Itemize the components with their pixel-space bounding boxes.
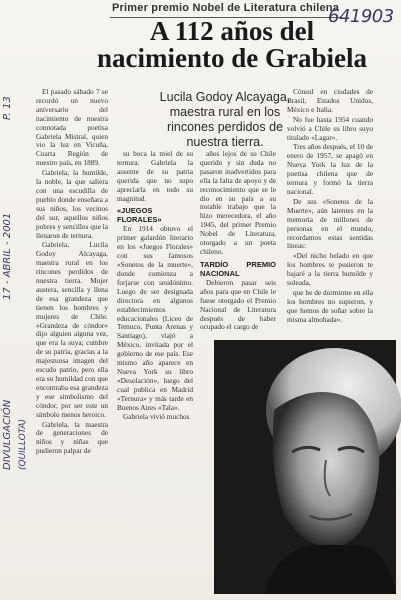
paragraph: De sus «Sonetos de la Muerte», aún latentes en la memoria de millones de personas en el mundo, recordamos estas sentidas líneas: <box>287 196 373 251</box>
paragraph: Gabriela, Lucila Godoy Alcayaga, maestra rural en los rincones perdidos de nuestra tierra. Mujer austera, sencilla y llena de esa grandeza que tienen los hombres y mujeres de Chile. «Grandeza de cóndor» dijo alguien alguna vez, que era la suya; cumbre de su patria, gracias a la majestuosa imagen del escudo patrio, pero ella era su humildad con que encontraba esa grandeza y ese simbolismo del cóndor, por ser este un símbolo menos heroico. <box>36 240 108 419</box>
paragraph: Gabriela vivió muchos <box>123 412 190 422</box>
poem-quote: que he de dormirme en ella los hombres no supieron, y que hemos de soñar sobre la misma almohada». <box>287 287 373 324</box>
article-column-3 <box>200 149 276 332</box>
headline <box>82 18 382 72</box>
subheading: «JUEGOS FLORALES» <box>117 206 162 225</box>
paragraph: Gabriela, la humilde, la noble, la que saliera con una escudilla de pueblo donde enseñara a sus niños, los vecinos del sur, aquellos niños pobres y sencillos que la llenaron de ternura. <box>36 168 108 240</box>
paragraph: El pasado sábado 7 se recordó un nuevo aniversario del nacimiento de nuestra connotada poetisa Gabriela Mistral, quien vio la luz en Vicuña, Cuarta Región de nuestro país, en 1889. <box>36 87 108 168</box>
paragraph: No fue hasta 1954 cuando volvió a Chile su libro suyo titulado «Lagar». <box>287 114 373 142</box>
article-column-4 <box>287 88 373 348</box>
subheading: TARDÍO PREMIO NACIONAL <box>200 259 276 278</box>
portrait-image <box>214 340 396 594</box>
portrait-photo <box>214 340 396 594</box>
article-column-2 <box>117 149 193 422</box>
article-column-1 <box>36 87 108 456</box>
article-kicker: Primer premio Nobel de Literatura chilena <box>112 2 340 14</box>
side-note-city: (QUILLOTA) <box>18 418 28 470</box>
deck-line: nuestra tierra. <box>186 135 264 149</box>
poem-quote: «Del nicho helado en que los hombres te pusieron te bajaré a la tierra humilde y soleada, <box>287 251 373 288</box>
handwritten-code: 641903 <box>328 6 394 27</box>
paragraph: años lejos de su Chile querido y sin duda no pasaron inadvertidos para ella la falta de apoyo y de reconocimiento que se le dio en su país a su notable trabajo que la hizo merecedora, el año 1945, del primer Premio Nobel de Literatura, otorgado a un poeta chileno. <box>200 149 276 256</box>
paragraph: En 1914 obtuvo el primer galardón literario en los «Juegos Florales» con sus famosos «Sonetos de la muerte», donde comienza a forjarse con seudónimo. Luego de ser designada directora en algunos establecimientos educacionales (Liceo de Temuco, Punta Arenas y Santiago), viajó a México, invitada por el gobierno de ese país. Ese mismo año aparece en Nueva York su libro «Desolación», luego del cual publica en Madrid «Ternura» y más tarde en Buenos Aires «Tala». <box>117 224 193 412</box>
paragraph: Tres años después, el 10 de enero de 1957, se apagó en Nueva York la luz de la poetisa chilena que de ternura y formó la tierra nacional. <box>287 142 373 196</box>
deck-line: maestra rural en los <box>169 105 281 119</box>
paragraph: Gabriela, la maestra de generaciones de niños y niñas que pudieron palpar de <box>36 419 108 456</box>
side-note-date: 17 - ABRIL - 2001 <box>2 212 13 300</box>
headline-line: nacimiento de Grabiela <box>97 43 367 73</box>
article-deck <box>140 90 310 150</box>
deck-line: Lucila Godoy Alcayaga, <box>159 90 291 104</box>
paragraph: Debieron pasar seis años para que en Chile le fuese otorgado el Premio Nacional de Literatura después de haber ocupado el cargo de <box>200 277 276 332</box>
side-note-page: P. 13 <box>2 96 13 120</box>
paragraph: Cónsul en ciudades de Brasil, Estados Unidos, México e Italia. <box>287 87 373 114</box>
deck-line: rincones perdidos de <box>166 120 284 134</box>
headline-line: A 112 años del <box>149 16 315 46</box>
side-note-source: DIVULGACIÓN <box>2 399 13 470</box>
paragraph: su boca la miel de su ternura. Gabriela la ausente de su patria querida que no supo apreciarla en todo su magnitud. <box>117 149 193 203</box>
